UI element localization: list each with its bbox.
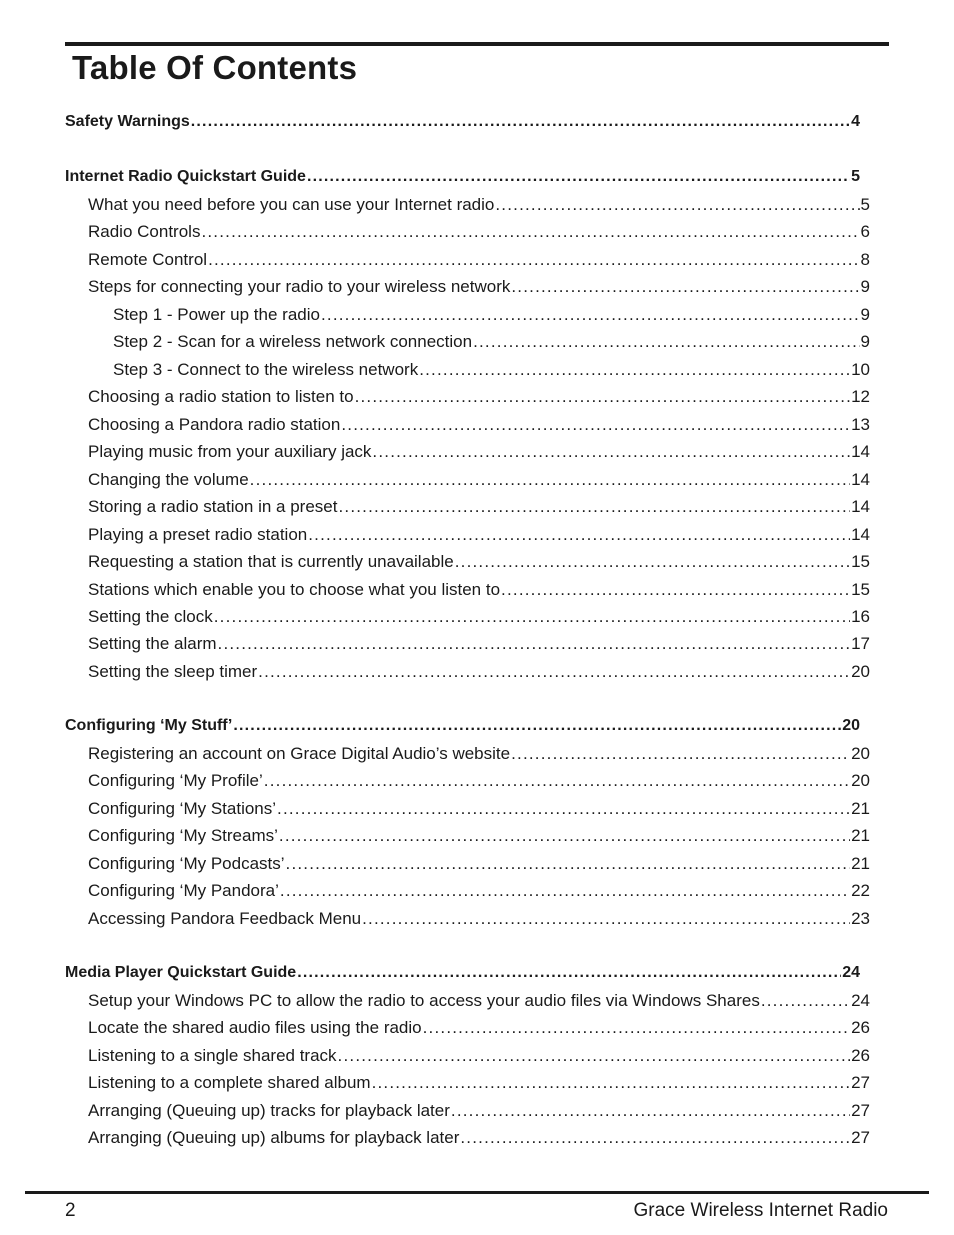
toc-entry-internet-radio-quickstart-guide[interactable]: Internet Radio Quickstart Guide ..... 5 [65,164,860,190]
page-number: 2 [65,1200,76,1221]
toc-entry[interactable]: Choosing a Pandora radio station ..... 13 [88,412,870,438]
toc-entry[interactable]: Step 1 - Power up the radio ..... 9 [113,302,870,328]
toc-entry[interactable]: Setting the sleep timer ..... 20 [88,659,870,685]
toc-entry[interactable]: Choosing a radio station to listen to ..... 12 [88,384,870,410]
toc-entry[interactable]: Remote Control ..... 8 [88,247,870,273]
toc-entry[interactable]: Configuring ‘My Stations’ ..... 21 [88,796,870,822]
toc-entry-safety-warnings[interactable]: Safety Warnings ..... 4 [65,109,860,135]
page-title: Table Of Contents [72,49,358,86]
toc-entry[interactable]: Configuring ‘My Streams’ ..... 21 [88,823,870,849]
toc-entry[interactable]: Configuring ‘My Podcasts’ ..... 21 [88,851,870,877]
toc-entry[interactable]: Step 2 - Scan for a wireless network connection ..... 9 [113,329,870,355]
toc-entry[interactable]: Listening to a complete shared album ..... 27 [88,1070,870,1096]
toc-entry[interactable]: What you need before you can use your Internet radio ..... 5 [88,192,870,218]
bottom-rule [25,1191,929,1194]
toc-entry-media-player-quickstart-guide[interactable]: Media Player Quickstart Guide ..... 24 [65,960,860,986]
footer-title: Grace Wireless Internet Radio [633,1200,888,1221]
toc-entry[interactable]: Setting the alarm ..... 17 [88,631,870,657]
toc-entry[interactable]: Radio Controls ..... 6 [88,219,870,245]
toc-entry[interactable]: Configuring ‘My Pandora’ ..... 22 [88,878,870,904]
toc-entry[interactable]: Steps for connecting your radio to your wireless network ..... 9 [88,274,870,300]
toc-entry[interactable]: Playing a preset radio station ..... 14 [88,522,870,548]
toc-entry[interactable]: Registering an account on Grace Digital Audio’s website ..... 20 [88,741,870,767]
toc-entry[interactable]: Setup your Windows PC to allow the radio to access your audio files via Windows Shares ..... 24 [88,988,870,1014]
toc-entry[interactable]: Playing music from your auxiliary jack ..... 14 [88,439,870,465]
toc-entry[interactable]: Configuring ‘My Profile’ ..... 20 [88,768,870,794]
toc-entry[interactable]: Step 3 - Connect to the wireless network ..... 10 [113,357,870,383]
toc-entry[interactable]: Stations which enable you to choose what you listen to ..... 15 [88,577,870,603]
toc-entry[interactable]: Accessing Pandora Feedback Menu ..... 23 [88,906,870,932]
toc-entry[interactable]: Storing a radio station in a preset ..... 14 [88,494,870,520]
toc-entry[interactable]: Listening to a single shared track ..... 26 [88,1043,870,1069]
toc-entry[interactable]: Locate the shared audio files using the radio ..... 26 [88,1015,870,1041]
toc-entry[interactable]: Arranging (Queuing up) tracks for playback later ..... 27 [88,1098,870,1124]
toc-entry-configuring-my-stuff[interactable]: Configuring ‘My Stuff’ ..... 20 [65,713,860,739]
toc-entry[interactable]: Changing the volume ..... 14 [88,467,870,493]
top-rule [65,42,889,46]
toc-entry[interactable]: Arranging (Queuing up) albums for playback later ..... 27 [88,1125,870,1151]
toc-entry[interactable]: Requesting a station that is currently unavailable ..... 15 [88,549,870,575]
toc-entry[interactable]: Setting the clock ..... 16 [88,604,870,630]
